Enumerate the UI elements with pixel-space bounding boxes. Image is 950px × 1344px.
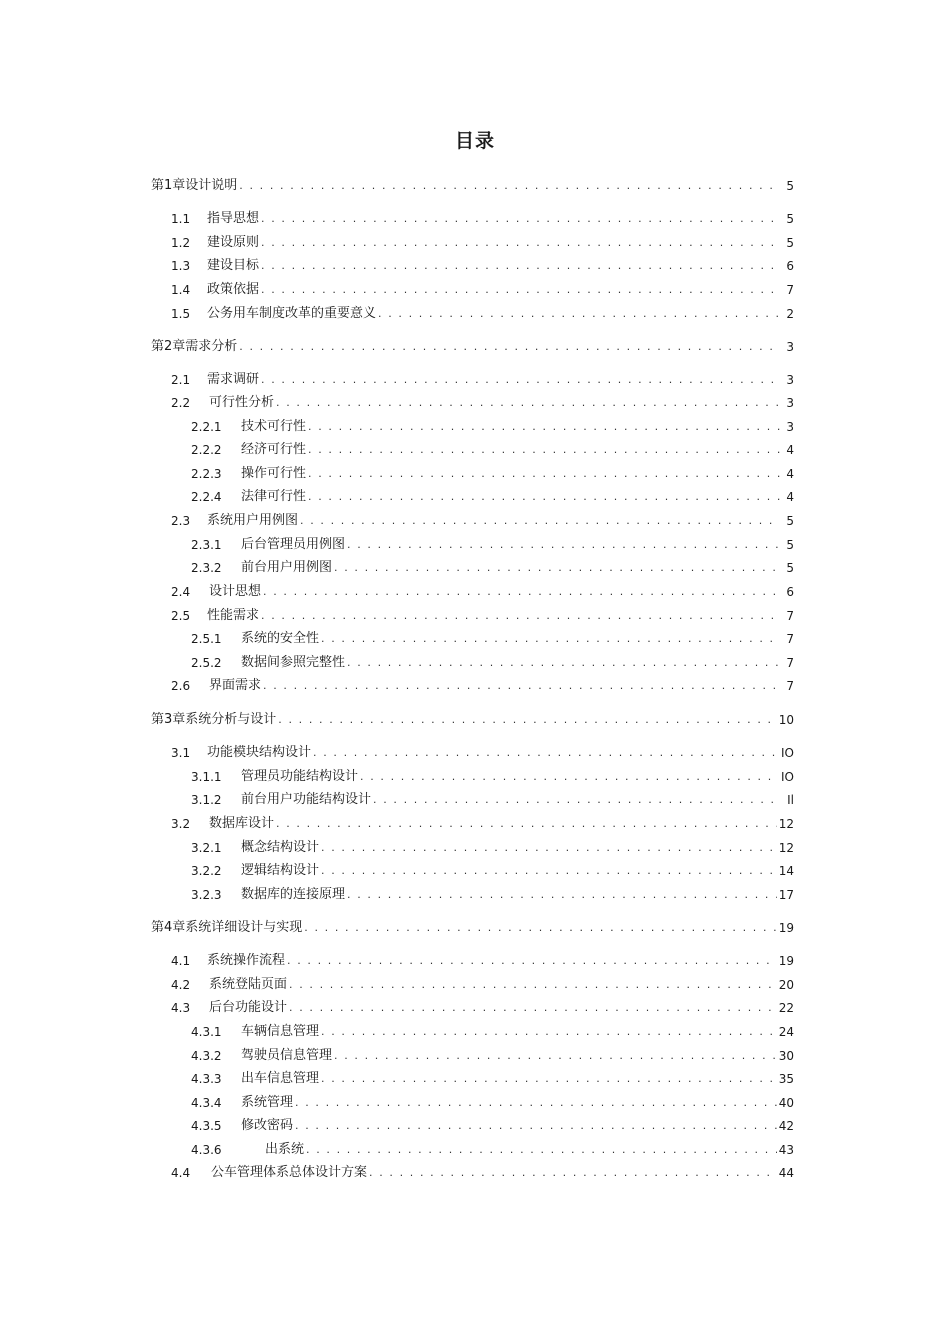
toc-page-number: 5 [786,236,794,250]
toc-entry-number: 2.5 [171,609,191,623]
toc-section-entry[interactable] [171,281,794,299]
toc-page-number: 3 [786,340,794,354]
toc-entry-number: 1.3 [171,259,191,273]
toc-page-number: 3 [786,420,794,434]
toc-entry-number: 3.2.2 [191,864,222,878]
toc-section-entry[interactable] [171,952,794,970]
dot-leader [347,886,777,904]
dot-leader [308,418,780,436]
toc-section-entry[interactable] [171,305,794,323]
toc-page-number: 6 [786,585,794,599]
toc-entry-title: 操作可行性 [241,466,307,481]
toc-entry-number: 2.6 [171,679,191,693]
dot-leader [308,465,780,483]
dot-leader [308,488,780,506]
toc-entry-number: 3.2 [171,817,191,831]
toc-entry-number: 2.2.1 [191,420,222,434]
toc-section-entry[interactable] [191,441,794,459]
dot-leader [289,976,777,994]
toc-page-number: 20 [778,978,794,992]
dot-leader [289,999,777,1017]
toc-entry-number: 2.5.2 [191,656,222,670]
dot-leader [261,371,780,389]
toc-entry-number: 4.3.6 [191,1143,222,1157]
toc-entry-title: 政策依据 [207,282,260,297]
toc-section-entry[interactable] [191,1070,794,1088]
toc-entry-number: 4.2 [171,978,191,992]
toc-page-number: 35 [778,1072,794,1086]
dot-leader [321,1070,777,1088]
toc-page-number: 4 [786,490,794,504]
toc-entry-title: 驾驶员信息管理 [241,1048,333,1063]
toc-page-number: 4 [786,443,794,457]
toc-page-number: 12 [778,817,794,831]
toc-section-entry[interactable] [191,630,794,648]
toc-page-number: 44 [778,1166,794,1180]
toc-section-entry[interactable] [191,465,794,483]
toc-page-number: IO [781,746,794,760]
toc-entry-title: 公务用车制度改革的重要意义 [207,306,377,321]
toc-page-number: 4 [786,467,794,481]
dot-leader [321,839,777,857]
toc-entry-title: 修改密码 [241,1118,294,1133]
toc-page-number: Il [787,793,794,807]
toc-page-number: 7 [786,632,794,646]
toc-entry-title: 出车信息管理 [241,1071,320,1086]
dot-leader [378,305,780,323]
toc-section-entry[interactable] [171,815,794,833]
toc-chapter-entry[interactable] [151,338,794,356]
dot-leader [334,559,780,577]
toc-entry-number: 4.1 [171,954,191,968]
dot-leader [295,1117,777,1135]
toc-page-number: 22 [778,1001,794,1015]
toc-entry-number: 3.1.1 [191,770,222,784]
toc-section-entry[interactable] [171,744,794,762]
toc-entry-number: 4.3.4 [191,1096,222,1110]
toc-entry-number: 4.3.1 [191,1025,222,1039]
toc-section-entry[interactable] [171,999,794,1017]
toc-entry-title: 系统登陆页面 [209,977,288,992]
toc-entry-title: 系统用户用例图 [207,513,299,528]
dot-leader [369,1164,777,1182]
toc-entry-title: 系统管理 [241,1095,294,1110]
toc-entry-title: 第1章设计说明 [151,178,238,193]
toc-entry-title: 法律可行性 [241,489,307,504]
dot-leader [261,607,780,625]
toc-section-entry[interactable] [191,862,794,880]
toc-entry-number: 2.3.1 [191,538,222,552]
toc-page-number: 5 [786,561,794,575]
toc-section-entry[interactable] [191,536,794,554]
dot-leader [287,952,777,970]
dot-leader [373,791,780,809]
toc-section-entry[interactable] [171,583,794,601]
toc-entry-number: 1.5 [171,307,191,321]
toc-page-number: 5 [786,179,794,193]
toc-section-entry[interactable] [191,1094,794,1112]
toc-entry-number: 2.3.2 [191,561,222,575]
toc-page-number: IO [781,770,794,784]
dot-leader [239,338,780,356]
dot-leader [321,862,777,880]
toc-page-number: 14 [778,864,794,878]
toc-entry-number: 4.3.5 [191,1119,222,1133]
toc-page-number: 7 [786,283,794,297]
toc-entry-number: 3.2.3 [191,888,222,902]
page-title: 目录 [454,130,495,152]
toc-section-entry[interactable] [191,654,794,672]
toc-entry-title: 第2章需求分析 [151,339,238,354]
toc-entry-title: 后台功能设计 [209,1000,288,1015]
toc-page-number: 24 [778,1025,794,1039]
toc-entry-title: 系统的安全性 [241,631,320,646]
toc-entry-number: 3.1.2 [191,793,222,807]
toc-page-number: 17 [778,888,794,902]
dot-leader [261,234,780,252]
toc-entry-title: 数据库设计 [209,816,275,831]
toc-entry-title: 管理员功能结构设计 [241,769,359,784]
toc-entry-title: 建设原则 [207,235,260,250]
toc-page-number: 5 [786,538,794,552]
toc-section-entry[interactable] [171,512,794,530]
toc-entry-title: 指导思想 [207,211,260,226]
dot-leader [321,1023,777,1041]
toc-section-entry[interactable] [171,210,794,228]
toc-page-number: 2 [786,307,794,321]
toc-section-entry[interactable] [191,1023,794,1041]
dot-leader [261,281,780,299]
toc-section-entry[interactable] [171,234,794,252]
toc-entry-title: 前台用户功能结构设计 [241,792,372,807]
toc-page-number: 40 [778,1096,794,1110]
toc-page-number: 5 [786,212,794,226]
dot-leader [295,1094,777,1112]
dot-leader [334,1047,777,1065]
toc-section-entry[interactable] [171,257,794,275]
toc-section-entry[interactable] [191,1047,794,1065]
toc-entry-number: 1.1 [171,212,191,226]
toc-entry-title: 概念结构设计 [241,840,320,855]
dot-leader [306,1141,777,1159]
dot-leader [304,919,776,937]
toc-entry-title: 前台用户用例图 [241,560,333,575]
toc-section-entry[interactable] [171,976,794,994]
toc-page-number: 5 [786,514,794,528]
toc-page-number: 43 [778,1143,794,1157]
toc-section-entry[interactable] [171,394,794,412]
toc-entry-number: 4.3.2 [191,1049,222,1063]
toc-entry-title: 界面需求 [209,678,262,693]
toc-entry-number: 2.2.4 [191,490,222,504]
toc-section-entry[interactable] [191,488,794,506]
toc-section-entry[interactable] [191,1117,794,1135]
dot-leader [263,583,780,601]
toc-entry-number: 4.3.3 [191,1072,222,1086]
dot-leader [308,441,780,459]
toc-section-entry[interactable] [191,791,794,809]
toc-entry-title: 技术可行性 [241,419,307,434]
toc-entry-title: 功能模块结构设计 [207,745,312,760]
dot-leader [313,744,779,762]
toc-entry-number: 2.1 [171,373,191,387]
toc-entry-number: 1.2 [171,236,191,250]
toc-entry-title: 数据库的连接原理 [241,887,346,902]
toc-section-entry[interactable] [191,1141,794,1159]
dot-leader [276,394,780,412]
toc-entry-number: 2.3 [171,514,191,528]
toc-section-entry[interactable] [191,768,794,786]
dot-leader [360,768,779,786]
toc-entry-number: 3.2.1 [191,841,222,855]
dot-leader [263,677,780,695]
toc-entry-title: 数据间参照完整性 [241,655,346,670]
dot-leader [321,630,780,648]
dot-leader [239,177,780,195]
toc-entry-title: 第3章系统分析与设计 [151,712,277,727]
toc-chapter-entry[interactable] [151,177,794,195]
toc-page-number: 12 [778,841,794,855]
toc-entry-title: 需求调研 [207,372,260,387]
toc-entry-title: 设计思想 [209,584,262,599]
toc-entry-title: 逻辑结构设计 [241,863,320,878]
toc-page-number: 19 [778,921,794,935]
toc-chapter-entry[interactable] [151,919,794,937]
toc-entry-title: 可行性分析 [209,395,275,410]
toc-entry-title: 出系统 [265,1142,305,1157]
toc-section-entry[interactable] [171,677,794,695]
toc-page-number: 7 [786,609,794,623]
toc-entry-title: 系统操作流程 [207,953,286,968]
dot-leader [261,210,780,228]
toc-entry-title: 车辆信息管理 [241,1024,320,1039]
toc-section-entry[interactable] [171,607,794,625]
toc-entry-title: 第4章系统详细设计与实现 [151,920,303,935]
dot-leader [278,711,776,729]
toc-page-number: 7 [786,656,794,670]
toc-page-number: 30 [778,1049,794,1063]
toc-chapter-entry[interactable] [151,711,794,729]
toc-entry-number: 2.2 [171,396,191,410]
toc-entry-title: 性能需求 [207,608,260,623]
toc-page-number: 6 [786,259,794,273]
toc-entry-number: 1.4 [171,283,191,297]
toc-page-number: 10 [778,713,794,727]
toc-entry-number: 2.5.1 [191,632,222,646]
toc-entry-number: 4.3 [171,1001,191,1015]
toc-section-entry[interactable] [191,418,794,436]
toc-entry-number: 3.1 [171,746,191,760]
dot-leader [261,257,780,275]
toc-page-number: 42 [778,1119,794,1133]
toc-entry-title: 建设目标 [207,258,260,273]
toc-entry-title: 公车管理体系总体设计方案 [211,1165,368,1180]
toc-entry-number: 2.2.3 [191,467,222,481]
dot-leader [347,654,780,672]
toc-section-entry[interactable] [191,886,794,904]
toc-entry-number: 2.2.2 [191,443,222,457]
dot-leader [347,536,780,554]
toc-entry-number: 4.4 [171,1166,191,1180]
toc-section-entry[interactable] [191,559,794,577]
dot-leader [276,815,777,833]
toc-page-number: 3 [786,396,794,410]
toc-entry-number: 2.4 [171,585,191,599]
toc-section-entry[interactable] [171,371,794,389]
toc-entry-title: 经济可行性 [241,442,307,457]
toc-entry-title: 后台管理员用例图 [241,537,346,552]
toc-page-number: 7 [786,679,794,693]
dot-leader [300,512,780,530]
toc-page-number: 19 [778,954,794,968]
toc-section-entry[interactable] [191,839,794,857]
toc-page-number: 3 [786,373,794,387]
toc-section-entry[interactable] [171,1164,794,1182]
